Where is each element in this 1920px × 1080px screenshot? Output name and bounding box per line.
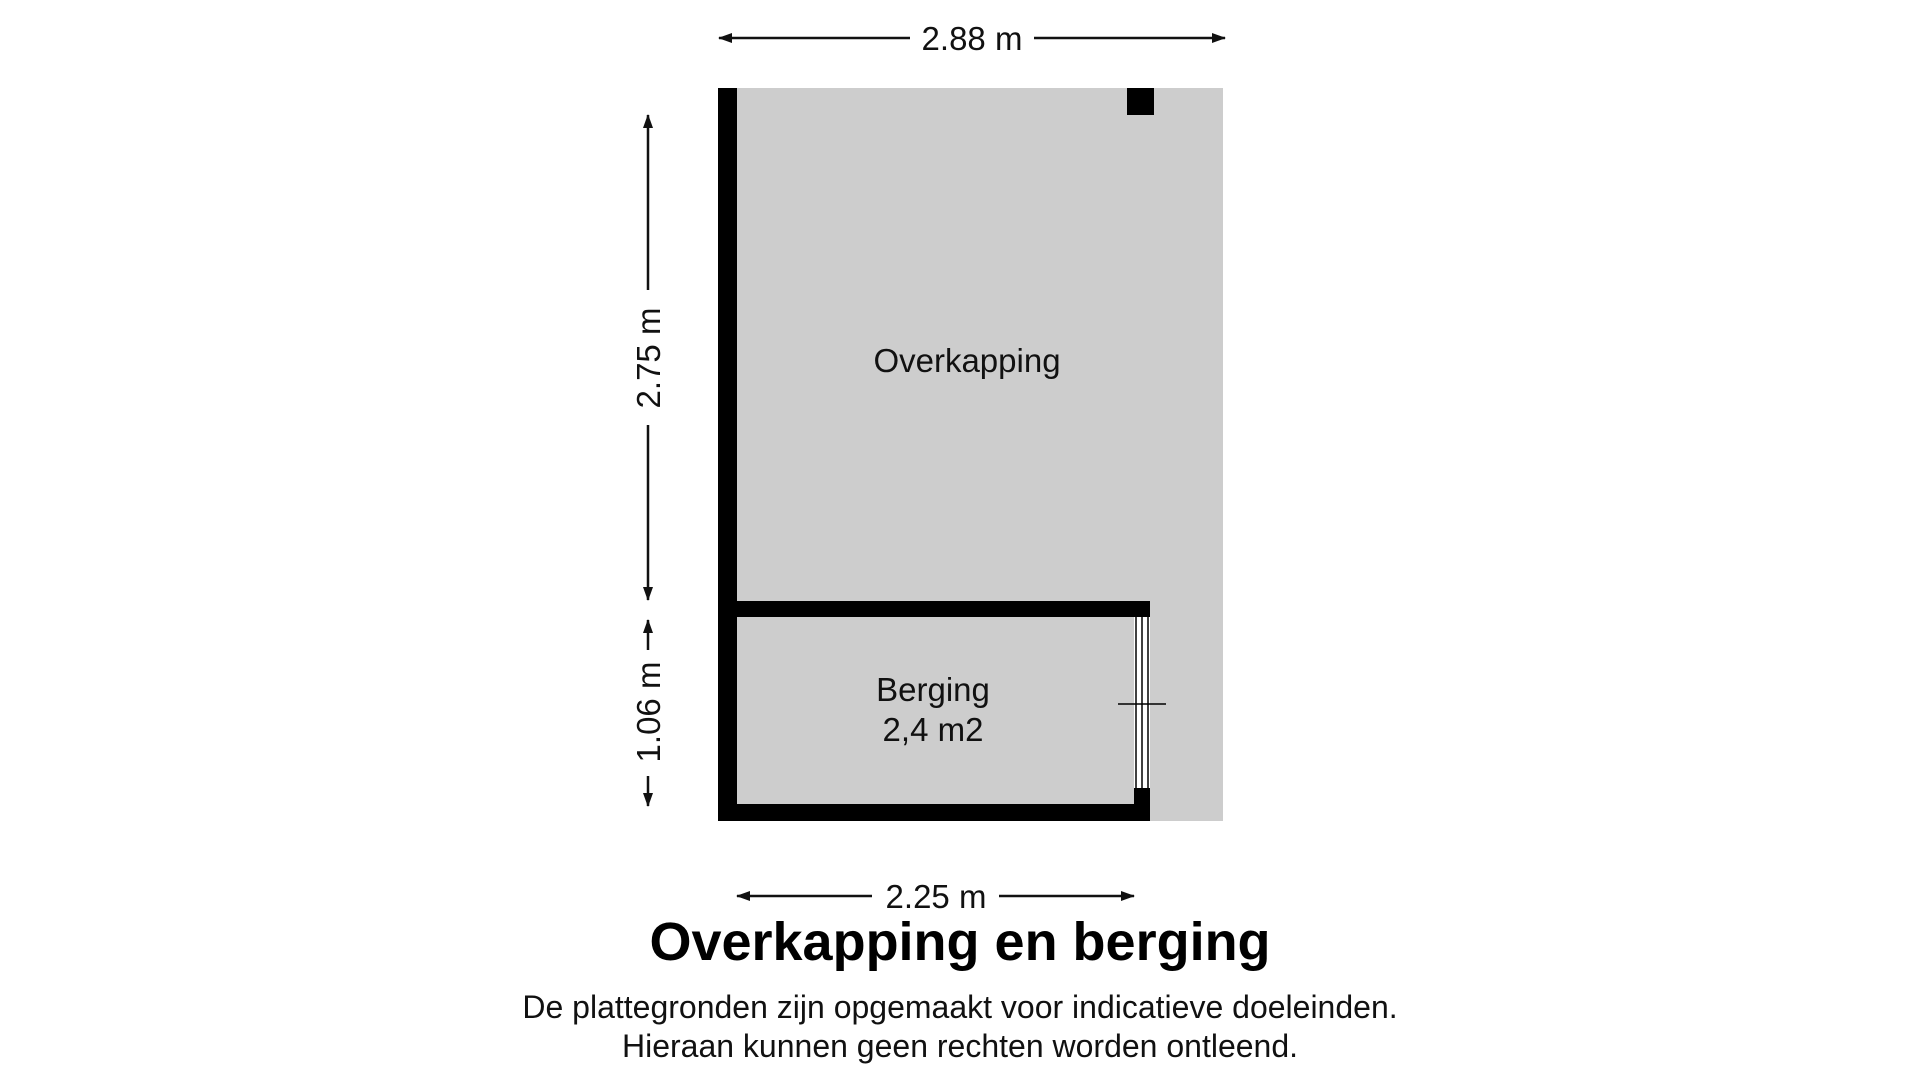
column-post (1127, 88, 1154, 115)
berging-bottom-wall (718, 804, 1150, 821)
dimension-left-lower-label: 1.06 m (630, 661, 667, 763)
berging-right-wall-bottom (1134, 788, 1150, 821)
berging-right-wall-top (1134, 601, 1150, 617)
dimension-left-upper-label: 2.75 m (630, 307, 667, 409)
dimension-bottom (737, 878, 1134, 915)
room-label-overkapping: Overkapping (873, 342, 1061, 379)
disclaimer-line-1: De plattegronden zijn opgemaakt voor indicatieve doeleinden. (522, 989, 1398, 1025)
berging-top-wall (718, 601, 1150, 617)
dimension-top (719, 20, 1225, 57)
left-wall (718, 88, 737, 821)
room-area-berging: 2,4 m2 (882, 711, 984, 748)
room-label-berging: Berging (876, 671, 990, 708)
page-title: Overkapping en berging (649, 912, 1271, 972)
dimension-left-upper (630, 115, 667, 600)
disclaimer-line-2: Hieraan kunnen geen rechten worden ontleend. (621, 1028, 1299, 1064)
dimension-bottom-label: 2.25 m (885, 878, 987, 915)
dimension-left-lower (630, 620, 667, 806)
dimension-top-label: 2.88 m (921, 20, 1023, 57)
